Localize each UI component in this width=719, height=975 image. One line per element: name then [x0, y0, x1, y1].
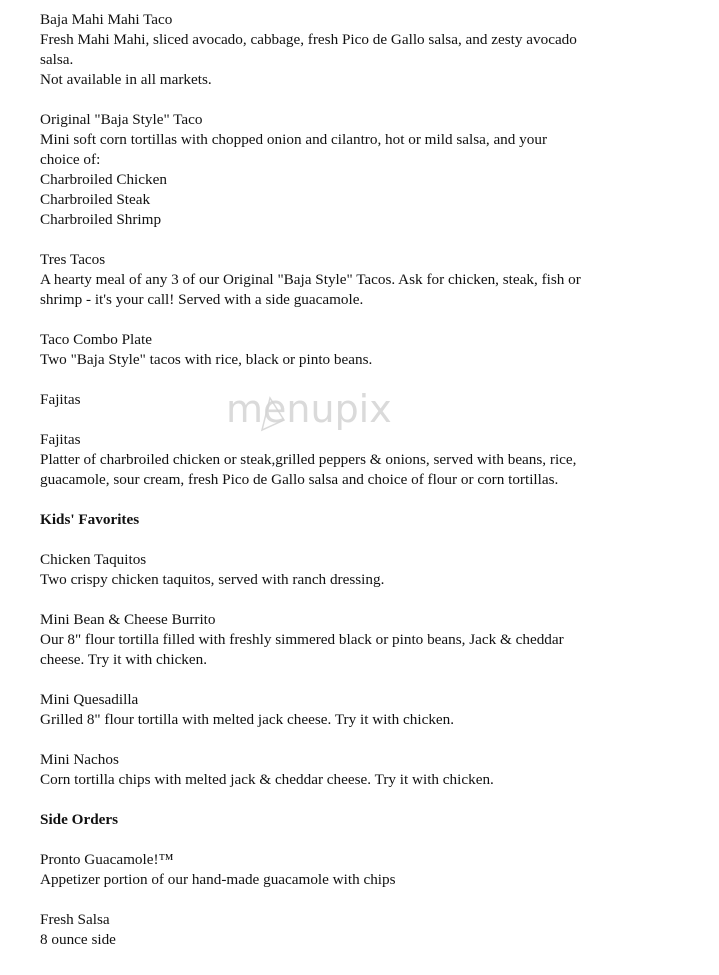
- item-name: Fajitas: [40, 431, 81, 448]
- item-name: Tres Tacos: [40, 251, 106, 268]
- menu-item-fresh-salsa: [40, 910, 700, 950]
- item-description: shrimp - it's your call! Served with a side guacamole.: [40, 291, 364, 308]
- item-name: Chicken Taquitos: [40, 551, 147, 568]
- category-title-fajitas: Fajitas: [40, 391, 81, 408]
- item-description: Two "Baja Style" tacos with rice, black or pinto beans.: [40, 351, 373, 368]
- item-description: Appetizer portion of our hand-made guacamole with chips: [40, 871, 396, 888]
- item-name: Pronto Guacamole!™: [40, 851, 174, 868]
- item-name: Mini Bean & Cheese Burrito: [40, 611, 216, 628]
- item-description: salsa.: [40, 51, 74, 68]
- item-name: Baja Mahi Mahi Taco: [40, 11, 173, 28]
- item-option: Charbroiled Shrimp: [40, 211, 162, 228]
- item-description: Mini soft corn tortillas with chopped onion and cilantro, hot or mild salsa, and your: [40, 131, 548, 148]
- item-description: Corn tortilla chips with melted jack & cheddar cheese. Try it with chicken.: [40, 771, 494, 788]
- item-description: Our 8" flour tortilla filled with freshly simmered black or pinto beans, Jack & cheddar: [40, 631, 564, 648]
- section-heading-side-orders: Side Orders: [40, 811, 119, 828]
- menu-item-chicken-taquitos: [40, 550, 700, 590]
- item-name: Taco Combo Plate: [40, 331, 152, 348]
- item-description: Two crispy chicken taquitos, served with ranch dressing.: [40, 571, 385, 588]
- item-name: Fresh Salsa: [40, 911, 110, 928]
- menu-item-pronto-guacamole: [40, 850, 700, 890]
- menu-item-tres-tacos: [40, 250, 700, 310]
- item-description: choice of:: [40, 151, 101, 168]
- menu-item-fajitas: [40, 430, 700, 490]
- item-description: Platter of charbroiled chicken or steak,grilled peppers & onions, served with beans, rice,: [40, 451, 577, 468]
- menu-item-mini-quesadilla: [40, 690, 700, 730]
- item-description: guacamole, sour cream, fresh Pico de Gallo salsa and choice of flour or corn tortillas.: [40, 471, 559, 488]
- item-option: Charbroiled Chicken: [40, 171, 167, 188]
- menu-item-baja-mahi-mahi: [40, 10, 700, 90]
- item-name: Original "Baja Style" Taco: [40, 111, 203, 128]
- menu-item-original-baja-taco: [40, 110, 700, 230]
- item-note: Not available in all markets.: [40, 71, 212, 88]
- item-option: Charbroiled Steak: [40, 191, 151, 208]
- item-description: Fresh Mahi Mahi, sliced avocado, cabbage, fresh Pico de Gallo salsa, and zesty avocado: [40, 31, 577, 48]
- menu-page: [40, 10, 700, 950]
- watermark-text: menupix: [226, 387, 392, 431]
- section-heading-kids-favorites: Kids' Favorites: [40, 511, 140, 528]
- item-description: A hearty meal of any 3 of our Original "Baja Style" Tacos. Ask for chicken, steak, fish or: [40, 271, 581, 288]
- item-name: Mini Quesadilla: [40, 691, 139, 708]
- item-description: 8 ounce side: [40, 931, 116, 948]
- menu-item-mini-bean-cheese-burrito: [40, 610, 700, 670]
- item-description: Grilled 8" flour tortilla with melted jack cheese. Try it with chicken.: [40, 711, 455, 728]
- item-description: cheese. Try it with chicken.: [40, 651, 208, 668]
- menu-item-taco-combo-plate: [40, 330, 700, 370]
- menu-item-mini-nachos: [40, 750, 700, 790]
- item-name: Mini Nachos: [40, 751, 119, 768]
